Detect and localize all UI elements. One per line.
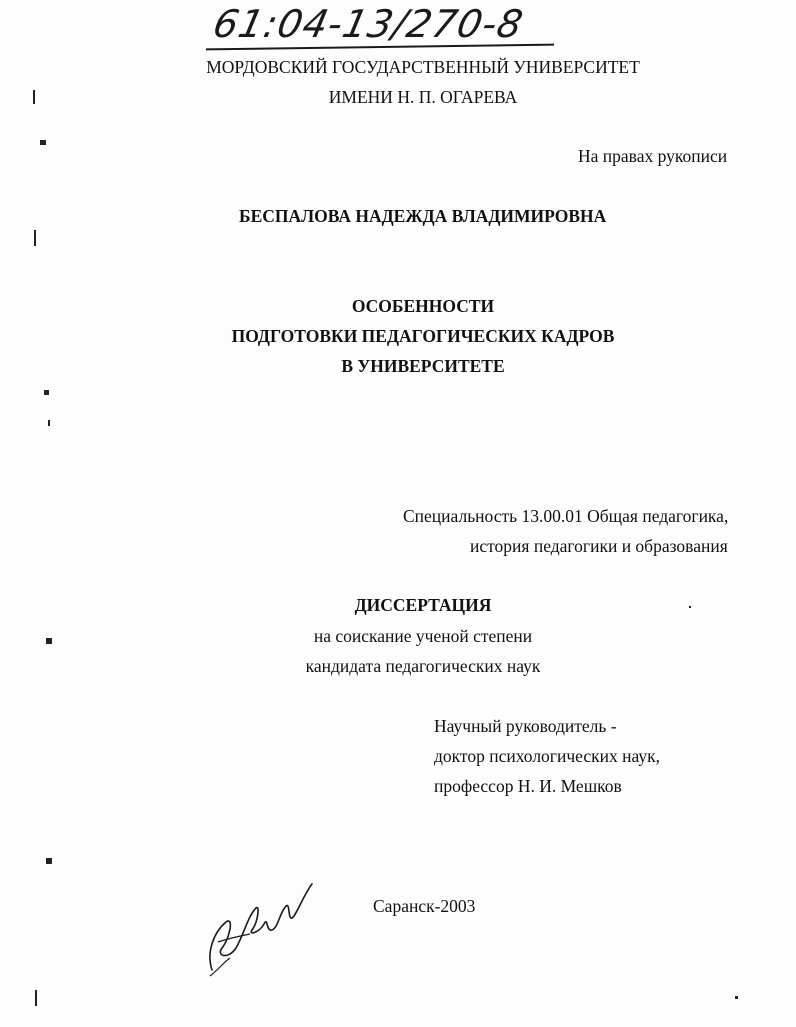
city-year: Саранск-2003 bbox=[373, 896, 476, 916]
author-name: БЕСПАЛОВА НАДЕЖДА ВЛАДИМИРОВНА bbox=[239, 206, 607, 226]
dissertation-line1: на соискание ученой степени bbox=[313, 626, 533, 646]
university-name-line1: МОРДОВСКИЙ ГОСУДАРСТВЕННЫЙ УНИВЕРСИТЕТ bbox=[206, 57, 640, 77]
dissertation-line2: кандидата педагогических наук bbox=[305, 656, 541, 676]
specialty-line1: Специальность 13.00.01 Общая педагогика, bbox=[403, 506, 729, 526]
scan-speck bbox=[46, 858, 52, 864]
scan-speck bbox=[735, 996, 738, 999]
scan-speck bbox=[35, 990, 37, 1006]
scan-speck bbox=[34, 230, 36, 246]
scan-speck bbox=[33, 90, 35, 104]
specialty-line2: история педагогики и образования bbox=[470, 536, 728, 556]
dissertation-heading: ДИССЕРТАЦИЯ bbox=[354, 595, 492, 615]
title-line3: В УНИВЕРСИТЕТЕ bbox=[341, 356, 505, 376]
supervisor-line2: доктор психологических наук, bbox=[434, 746, 660, 766]
scan-speck bbox=[48, 420, 50, 426]
scan-speck bbox=[689, 606, 691, 608]
scan-speck bbox=[40, 140, 46, 145]
scan-speck bbox=[44, 390, 49, 395]
scan-speck bbox=[46, 638, 52, 644]
title-line1: ОСОБЕННОСТИ bbox=[351, 296, 495, 316]
supervisor-line3: профессор Н. И. Мешков bbox=[434, 776, 622, 796]
signature-icon bbox=[200, 872, 320, 982]
manuscript-rights: На правах рукописи bbox=[578, 146, 728, 166]
title-line2: ПОДГОТОВКИ ПЕДАГОГИЧЕСКИХ КАДРОВ bbox=[231, 326, 615, 346]
university-name-line2: ИМЕНИ Н. П. ОГАРЕВА bbox=[328, 87, 518, 107]
supervisor-line1: Научный руководитель - bbox=[434, 716, 617, 736]
archive-number-handwritten: 61:04-13/270-8 bbox=[209, 2, 528, 46]
